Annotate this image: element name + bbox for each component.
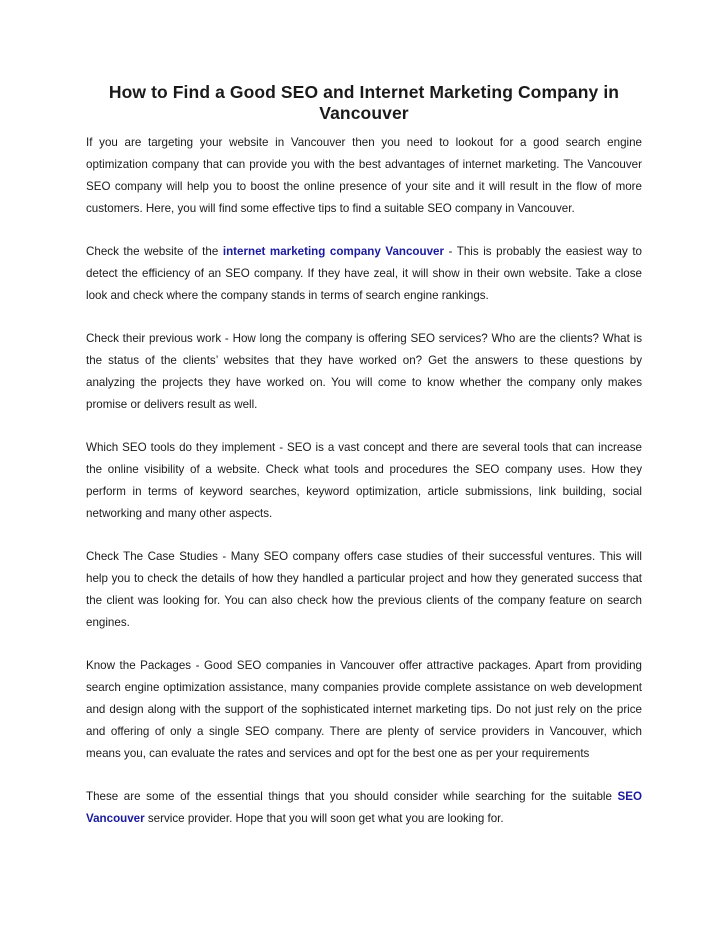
seo-vancouver-link[interactable]: SEO Vancouver	[86, 790, 642, 825]
packages-paragraph: Know the Packages - Good SEO companies in Vancouver offer attractive packages. Apart from providing search engine optimization assistance, many companies provide complete assistance on web development and design along with the support of the sophisticated internet marketing tips. Do not just rely on the price and offering of only a single SEO company. There are plenty of service providers in Vancouver, which means you, can evaluate the rates and services and opt for the best one as per your requirements	[86, 659, 642, 760]
paragraph-text: These are some of the essential things that you should consider while searching for the suitable	[86, 790, 618, 803]
previous-work-paragraph: Check their previous work - How long the company is offering SEO services? Who are the clients? What is the status of the clients’ websites that they have worked on? Get the answers to these questions by analyzing the projects they have worked on. You will come to know whether the company only makes promise or delivers result as well.	[86, 332, 642, 411]
website-check-paragraph	[86, 241, 642, 307]
paragraph-text: - This is probably the easiest way to detect the efficiency of an SEO company. If they have zeal, it will show in their own website. Take a close look and check where the company stands in terms of search engine rankings.	[86, 245, 642, 302]
paragraph-text: Check the website of the	[86, 245, 223, 258]
internet-marketing-company-link[interactable]: internet marketing company Vancouver	[222, 245, 444, 258]
paragraph-text: service provider. Hope that you will soon get what you are looking for.	[144, 812, 504, 825]
conclusion-paragraph	[86, 786, 642, 830]
case-studies-paragraph: Check The Case Studies - Many SEO company offers case studies of their successful ventures. This will help you to check the details of how they handled a particular project and how they generated success that the client was looking for. You can also check how the previous clients of the company feature on search engines.	[86, 550, 642, 629]
intro-paragraph: If you are targeting your website in Vancouver then you need to lookout for a good search engine optimization company that can provide you with the best advantages of internet marketing. The Vancouver SEO company will help you to boost the online presence of your site and it will result in the flow of more customers. Here, you will find some effective tips to find a suitable SEO company in Vancouver.	[86, 136, 642, 215]
seo-tools-paragraph: Which SEO tools do they implement - SEO is a vast concept and there are several tools that can increase the online visibility of a website. Check what tools and procedures the SEO company uses. How they perform in terms of keyword searches, keyword optimization, article submissions, link building, social networking and many other aspects.	[86, 441, 642, 520]
document-title: How to Find a Good SEO and Internet Marketing Company in Vancouver	[108, 82, 620, 123]
document-page	[86, 82, 642, 851]
